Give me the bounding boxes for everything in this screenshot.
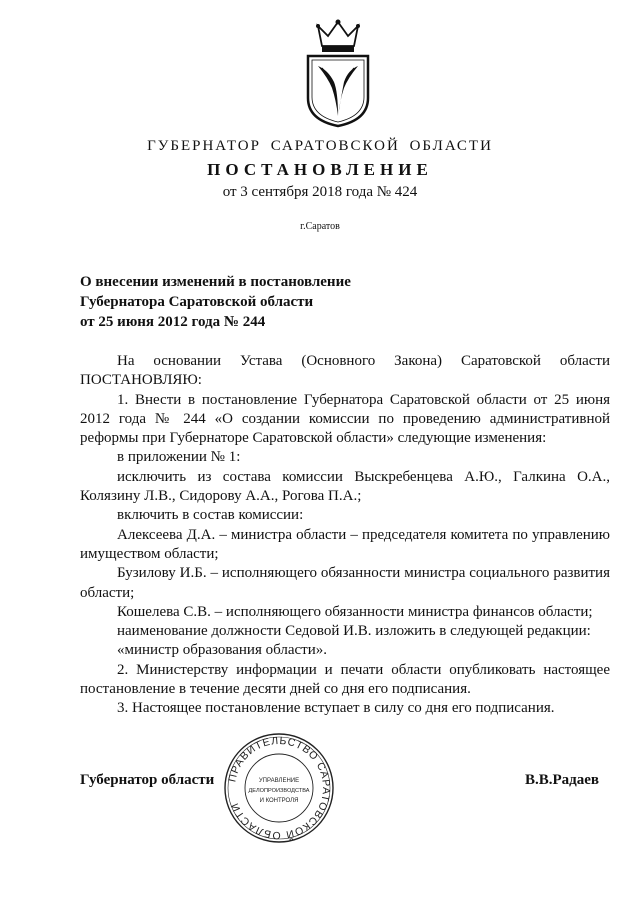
decree-date-number: от 3 сентября 2018 года № 424 (222, 184, 418, 200)
document-type-title: ПОСТАНОВЛЕНИЕ (207, 160, 433, 179)
subject-line: от 25 июня 2012 года № 244 (80, 314, 266, 330)
body-paragraph: исключить из состава комиссии Выскребенцева А.Ю., Галкина О.А., Колязину Л.В., Сидорову А.А., Рогова П.А.; (80, 468, 610, 505)
body-paragraph: в приложении № 1: (117, 449, 241, 466)
issuing-authority: ГУБЕРНАТОР САРАТОВСКОЙ ОБЛАСТИ (147, 138, 493, 154)
stamp-line: ДЕЛОПРОИЗВОДСТВА (248, 788, 310, 794)
subject-line: Губернатора Саратовской области (80, 294, 314, 310)
body-paragraph: Кошелева С.В. – исполняющего обязанности министра финансов области; (117, 603, 593, 620)
decree-body (80, 352, 610, 719)
body-paragraph: На основании Устава (Основного Закона) Саратовской области ПОСТАНОВЛЯЮ: (80, 353, 610, 389)
body-paragraph: включить в состав комиссии: (117, 507, 304, 524)
signatory-name: В.В.Радаев (524, 772, 599, 788)
body-paragraph: наименование должности Седовой И.В. изложить в следующей редакции: (117, 623, 591, 640)
body-paragraph: Бузилову И.Б. – исполняющего обязанности министра социального развития области; (80, 565, 610, 601)
decree-subject (80, 272, 351, 332)
body-paragraph: 1. Внести в постановление Губернатора Саратовской области от 25 июня 2012 года № 244 «О создании комиссии по проведению административной реформы при Губернаторе Саратовской области» следующие изменения: (80, 391, 610, 447)
coat-of-arms-emblem (298, 16, 378, 128)
body-paragraph: 2. Министерству информации и печати области опубликовать настоящее постановление в течение десяти дней со дня его подписания. (80, 661, 610, 698)
body-paragraph: Алексеева Д.А. – министра области – председателя комитета по управлению имуществом области; (80, 526, 610, 562)
body-paragraph: 3. Настоящее постановление вступает в силу со дня его подписания. (117, 700, 555, 717)
stamp-line: И КОНТРОЛЯ (259, 798, 299, 804)
body-paragraph: «министр образования области». (117, 642, 327, 659)
official-stamp (223, 732, 335, 844)
issue-city: г.Саратов (300, 221, 340, 232)
stamp-line: УПРАВЛЕНИЕ (258, 778, 300, 784)
stamp-ring-text: ПРАВИТЕЛЬСТВО САРАТОВСКОЙ ОБЛАСТИ (226, 734, 333, 842)
subject-line: О внесении изменений в постановление (80, 274, 351, 290)
signatory-title: Губернатор области (80, 772, 215, 788)
